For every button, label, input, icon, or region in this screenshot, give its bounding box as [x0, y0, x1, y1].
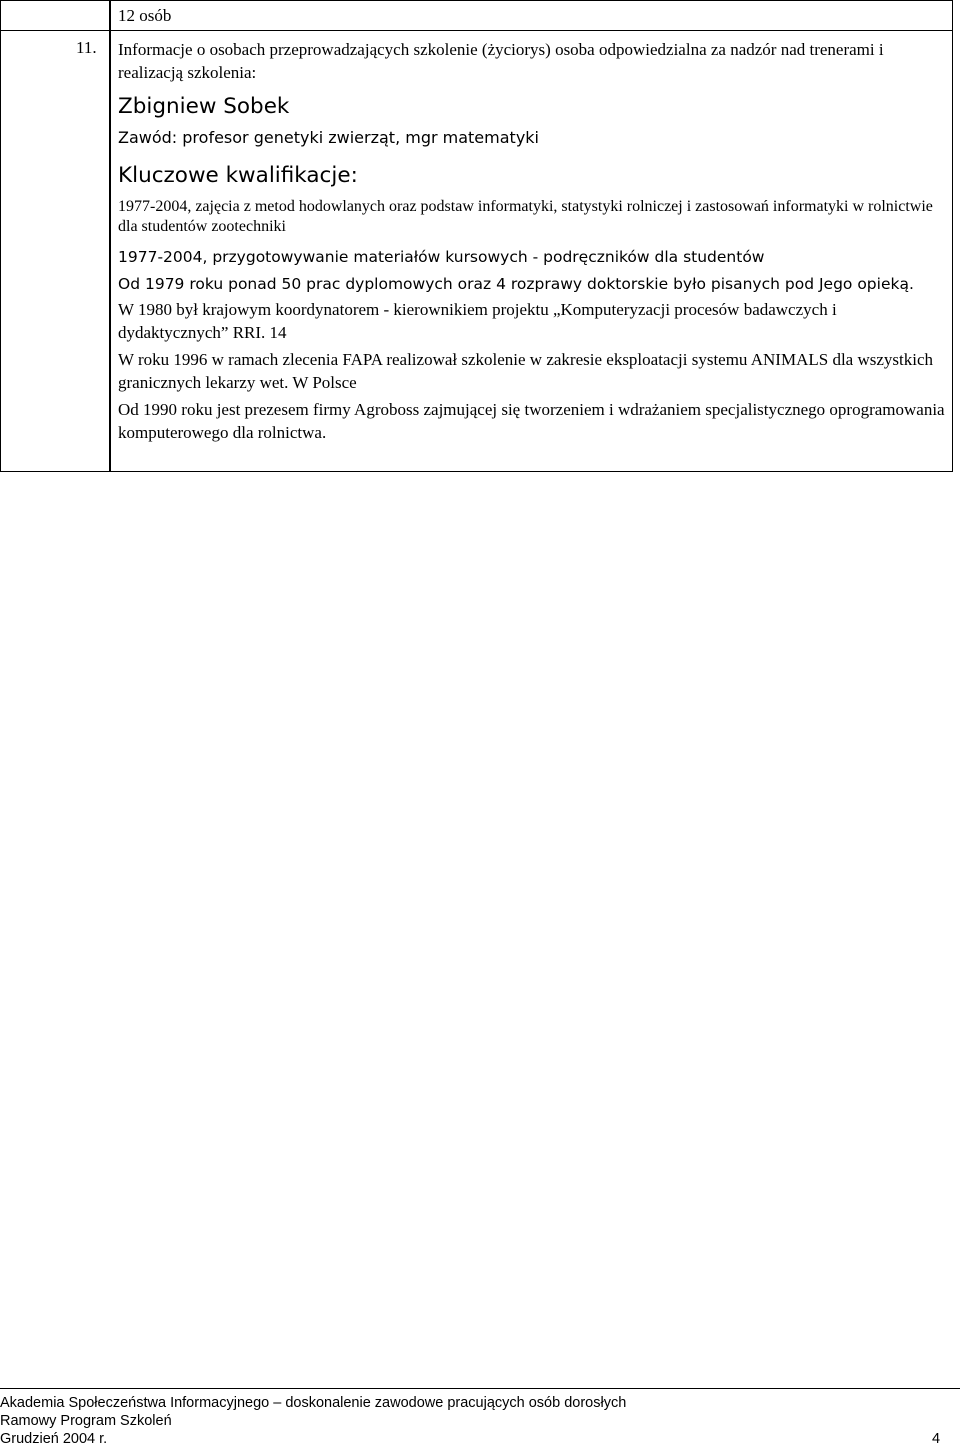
footer-organization: Akademia Społeczeństwa Informacyjnego – doskonalenie zawodowe pracujących osób dorosłych — [0, 1395, 627, 1411]
trainer-profession: Zawód: profesor genetyki zwierząt, mgr matematyki — [118, 128, 539, 147]
qualification-entry: 1977-2004, przygotowywanie materiałów kursowych - podręczników dla studentów — [118, 248, 765, 266]
qualification-entry: Od 1979 roku ponad 50 prac dyplomowych oraz 4 rozprawy doktorskie było pisanych pod Jego opieką. — [118, 275, 914, 293]
qualification-entry: W 1980 był krajowym koordynatorem - kierownikiem projektu „Komputeryzacji procesów badawczych i dydaktycznych” RRI. 14 — [118, 300, 837, 342]
item-number: 11. — [76, 38, 97, 57]
footer-program: Ramowy Program Szkoleń — [0, 1413, 172, 1429]
qualifications-heading: Kluczowe kwalifikacje: — [118, 163, 358, 188]
item-heading: Informacje o osobach przeprowadzających szkolenie (życiorys) osoba odpowiedzialna za nadzór nad trenerami i realizacją szkolenia: — [118, 40, 884, 82]
column-divider — [109, 1, 111, 471]
qualification-entry: 1977-2004, zajęcia z metod hodowlanych oraz podstaw informatyki, statystyki rolniczej i zastosowań informatyki w rolnictwie dla studentów zootechniki — [118, 198, 933, 235]
qualification-entry: Od 1990 roku jest prezesem firmy Agroboss zajmującej się tworzeniem i wdrażaniem specjalistycznego oprogramowania komputerowego dla rolnictwa. — [118, 400, 945, 442]
page-number: 4 — [932, 1431, 941, 1447]
footer-rule — [0, 1388, 960, 1389]
qualification-entry: W roku 1996 w ramach zlecenia FAPA realizował szkolenie w zakresie eksploatacji systemu ANIMALS dla wszystkich granicznych lekarzy wet. W Polsce — [118, 350, 934, 392]
footer-date: Grudzień 2004 r. — [0, 1431, 108, 1447]
participants-count: 12 osób — [118, 6, 172, 25]
trainer-name: Zbigniew Sobek — [118, 94, 290, 119]
